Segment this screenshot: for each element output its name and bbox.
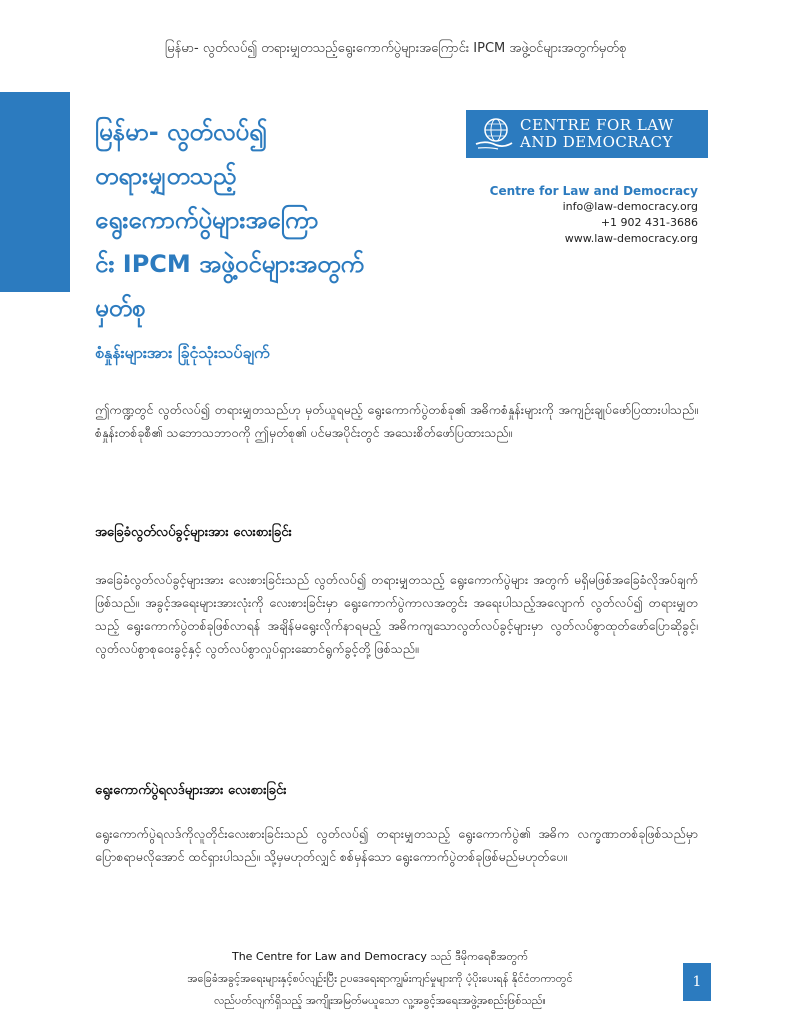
- section-heading: အခြေခံလွတ်လပ်ခွင့်များအား လေးစားခြင်း: [95, 525, 292, 540]
- page-number: 1: [683, 963, 711, 1001]
- section-heading: ရွေးကောက်ပွဲရလဒ်များအား လေးစားခြင်း: [95, 783, 287, 798]
- contact-block: [490, 183, 698, 247]
- footer: [100, 946, 660, 1012]
- org-name: Centre for Law and Democracy: [489, 184, 698, 198]
- contact-phone: +1 902 431-3686: [600, 216, 698, 229]
- document-subtitle: စံနှုန်းများအား ခြုံငုံသုံးသပ်ချက်: [95, 343, 270, 362]
- section-paragraph: အခြေခံလွတ်လပ်ခွင့်များအား လေးစားခြင်းသည် လွတ်လပ်၍ တရားမျှတသည့် ရွေးကောက်ပွဲများ အတွက် မရှိမဖြစ်အခြေခံလိုအပ်ချက်ဖြစ်သည်။ အခွင့်အရေးများအားလုံးကို လေးစားခြင်းမှာ ရွေးကောက်ပွဲကာလအတွင်း အရေးပါသည့်အလျောက် လွတ်လပ်၍ တရားမျှတသည့် ရွေးကောက်ပွဲတစ်ခုဖြစ်လာရန် အချိန်မရွေးလိုက်နာရမည့် အဓိကကျသောလွတ်လပ်ခွင့်များမှာ လွတ်လပ်စွာထုတ်ဖော်ပြောဆိုခွင့်၊ လွတ်လပ်စွာစုဝေးခွင့်နှင့် လွတ်လပ်စွာလှုပ်ရှားဆောင်ရွက်ခွင့်တို့ ဖြစ်သည်။: [95, 572, 698, 656]
- footer-line: လည်ပတ်လျက်ရှိသည့် အကျိုးအမြတ်မယူသော လူ့အခွင့်အရေးအဖွဲ့အစည်းဖြစ်သည်။: [214, 994, 546, 1007]
- footer-line: အခြေခံအခွင့်အရေးများနှင့်စပ်လျဉ်းပြီး ဥပဒေရေးရာကျွမ်းကျင်မှုများကို ပံ့ပိုးပေးရန် နိုင်ငံတကာတွင်: [187, 972, 573, 985]
- title-line: မှတ်စု: [95, 294, 146, 322]
- document-title: [95, 110, 405, 330]
- section-paragraph: ရွေးကောက်ပွဲရလဒ်ကိုလူတိုင်းလေးစားခြင်းသည် လွတ်လပ်၍ တရားမျှတသည့် ရွေးကောက်ပွဲ၏ အဓိက လက္ခဏာတစ်ခုဖြစ်သည်မှာ ပြောစရာမလိုအောင် ထင်ရှားပါသည်။ သို့မှမဟုတ်လျှင် စစ်မှန်သော ရွေးကောက်ပွဲတစ်ခုဖြစ်မည်မဟုတ်ပေ။: [95, 826, 698, 864]
- contact-email[interactable]: info@law-democracy.org: [562, 200, 698, 213]
- cld-logo: [466, 110, 708, 158]
- intro-paragraph: ဤကဏ္ဍတွင် လွတ်လပ်၍ တရားမျှတသည်ဟု မှတ်ယူရမည့် ရွေးကောက်ပွဲတစ်ခု၏ အဓိကစံနှုန်းများကို အကျဉ်းချုပ်ဖော်ပြထားပါသည်။ စံနှုန်းတစ်ခုစီ၏ သဘောသဘာဝကို ဤမှတ်စု၏ ပင်မအပိုင်းတွင် အသေးစိတ်ဖော်ပြထားသည်။: [95, 402, 698, 440]
- logo-wordmark: CENTRE FOR LAW AND DEMOCRACY: [520, 116, 674, 151]
- title-line: တရားမျှတသည့်: [95, 162, 237, 190]
- contact-website[interactable]: www.law-democracy.org: [564, 232, 698, 245]
- running-header: မြန်မာ- လွတ်လပ်၍ တရားမျှတသည့်ရွေးကောက်ပွဲများအကြောင်း IPCM အဖွဲ့ဝင်များအတွက်မှတ်စု: [164, 41, 627, 56]
- title-line: ရွေးကောက်ပွဲများအကြော: [95, 206, 319, 234]
- title-line: င်း IPCM အဖွဲ့ဝင်များအတွက်: [95, 250, 365, 278]
- accent-bar: [0, 92, 70, 292]
- footer-line: The Centre for Law and Democracy သည် ဒီမိုကရေစီအတွက်: [231, 950, 529, 963]
- globe-hand-icon: [472, 114, 516, 154]
- title-line: မြန်မာ- လွတ်လပ်၍: [95, 118, 268, 146]
